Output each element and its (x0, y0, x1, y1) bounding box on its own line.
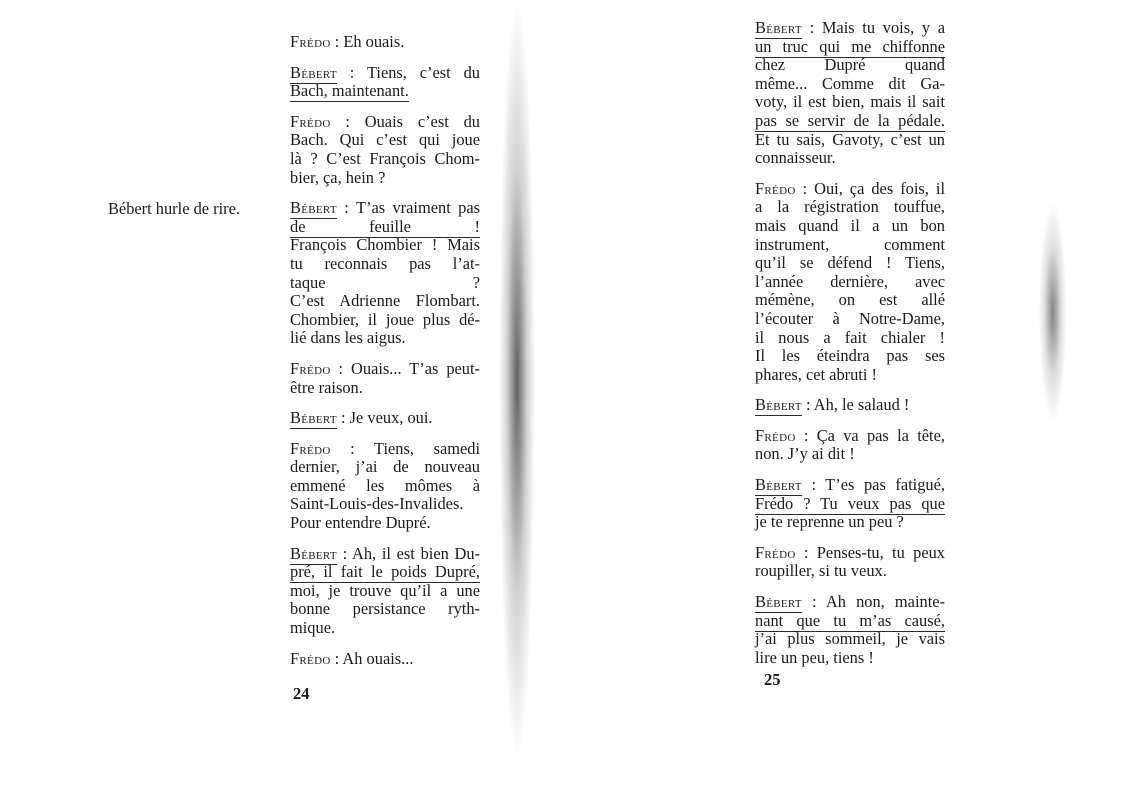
line-text: Il les éteindra pas ses (755, 346, 945, 366)
line-text: l’année dernière, avec (755, 271, 945, 291)
text-line (290, 477, 480, 496)
line-text: T’es pas fatigué, (825, 475, 945, 495)
text-line (290, 495, 480, 514)
text-line (290, 255, 480, 274)
line-text: Bach. Qui c’est qui joue (290, 130, 480, 150)
speaker-name: Bébert (290, 198, 337, 218)
line-text: pré, il fait le poids Dupré, (290, 562, 480, 582)
text-line (290, 545, 480, 564)
speaker-name: Frédo (755, 542, 796, 562)
text-line (290, 236, 480, 255)
text-line (290, 113, 480, 132)
text-line (290, 563, 480, 582)
line-text: tu reconnais pas l’at- (290, 253, 480, 273)
text-line (755, 180, 945, 199)
line-text: moi, je trouve qu’il a une (290, 580, 480, 600)
line-text: voty, il est bien, mais il sait (755, 92, 945, 112)
speaker-separator: : (795, 542, 817, 562)
text-line (290, 360, 480, 379)
line-text: Frédo ? Tu veux pas que (755, 493, 945, 513)
text-line (755, 329, 945, 348)
dialogue-paragraph (290, 33, 480, 52)
speaker-separator: : (795, 178, 815, 198)
left-page-text (290, 33, 480, 680)
text-line (290, 440, 480, 459)
speaker-separator: : (336, 408, 350, 428)
line-text: être raison. (290, 377, 363, 397)
text-line (755, 38, 945, 57)
line-text: Ah non, mainte- (825, 592, 945, 612)
line-text: bier, ça, hein ? (290, 167, 386, 187)
speaker-name: Bébert (290, 62, 337, 82)
text-line (755, 93, 945, 112)
text-line (755, 254, 945, 273)
text-line (755, 112, 945, 131)
text-line (755, 476, 945, 495)
text-line (290, 292, 480, 311)
text-line (755, 19, 945, 38)
text-line (755, 56, 945, 75)
text-line (290, 169, 480, 188)
line-text: Saint-Louis-des-Invalides. (290, 494, 464, 514)
text-line (755, 131, 945, 150)
speaker-name: Frédo (290, 438, 331, 458)
speaker-separator: : (801, 18, 822, 37)
line-text: même... Comme dit Ga- (755, 73, 945, 93)
line-text: Et tu sais, Gavoty, c’est un (755, 129, 945, 149)
line-text: là ? C’est François Chom- (290, 148, 480, 168)
text-line (290, 218, 480, 237)
text-line (290, 150, 480, 169)
text-line (755, 366, 945, 385)
line-text: Oui, ça des fois, il (814, 178, 946, 198)
text-line (290, 458, 480, 477)
line-text: Ça va pas la tête, (816, 425, 945, 445)
text-line (290, 311, 480, 330)
dialogue-paragraph (290, 113, 480, 187)
line-text: il nous a fait chialer ! (755, 327, 945, 347)
text-line (755, 630, 945, 649)
dialogue-paragraph (755, 427, 945, 464)
speaker-name: Bébert (755, 475, 802, 495)
speaker-separator: : (330, 648, 343, 668)
line-text: lire un peu, tiens ! (755, 647, 874, 667)
speaker-name: Bébert (290, 543, 337, 563)
text-line (755, 513, 945, 532)
text-line (755, 75, 945, 94)
line-text: Je veux, oui. (349, 408, 433, 428)
line-text: de feuille ! (290, 216, 480, 236)
speaker-name: Frédo (755, 178, 796, 198)
line-text: l’écouter à Notre-Dame, (755, 308, 945, 328)
speaker-separator: : (336, 198, 356, 218)
speaker-name: Frédo (290, 32, 331, 51)
line-text: nant que tu m’as causé, (755, 610, 945, 630)
line-text: emmené les mômes à (290, 475, 480, 495)
stage-direction: Bébert hurle de rire. (108, 199, 240, 218)
dialogue-paragraph (755, 476, 945, 532)
page-number-left: 24 (293, 684, 310, 703)
text-line (290, 82, 480, 101)
speaker-separator: : (330, 358, 352, 378)
page-number-right: 25 (764, 670, 781, 689)
dialogue-paragraph (755, 544, 945, 581)
line-text: roupiller, si tu veux. (755, 561, 887, 581)
line-text: mémène, on est allé (755, 290, 945, 310)
line-text: phares, cet abruti ! (755, 364, 877, 384)
text-line (290, 600, 480, 619)
text-line (755, 445, 945, 464)
text-line (290, 650, 480, 669)
line-text: non. J’y ai dit ! (755, 444, 855, 464)
speaker-name: Bébert (755, 395, 802, 415)
dialogue-paragraph (290, 650, 480, 669)
line-text: mais quand il a un bon (755, 215, 945, 235)
speaker-name: Frédo (755, 425, 796, 445)
speaker-separator: : (336, 62, 367, 82)
dialogue-paragraph (755, 593, 945, 667)
text-line (755, 236, 945, 255)
line-text: Ouais c’est du (364, 111, 480, 131)
line-text: Penses-tu, tu peux (816, 542, 946, 562)
speaker-separator: : (336, 543, 352, 563)
speaker-separator: : (330, 32, 344, 51)
dialogue-paragraph (290, 199, 480, 348)
text-line (755, 562, 945, 581)
speaker-separator: : (330, 438, 375, 458)
text-line (755, 612, 945, 631)
line-text: qu’il se défend ! Tiens, (755, 253, 945, 273)
dialogue-paragraph (755, 396, 945, 415)
line-text: j’ai plus sommeil, je vais (755, 629, 945, 649)
text-line (755, 544, 945, 563)
line-text: Ouais... T’as peut- (351, 358, 481, 378)
line-text: un truc qui me chiffonne (755, 36, 945, 56)
text-line (290, 582, 480, 601)
line-text: François Chombier ! Mais (290, 235, 480, 255)
speaker-name: Bébert (755, 592, 802, 612)
dialogue-paragraph (755, 180, 945, 385)
line-text: pas se servir de la pédale. (755, 110, 945, 130)
line-text: mique. (290, 618, 336, 638)
dialogue-paragraph (290, 64, 480, 101)
dialogue-paragraph (290, 440, 480, 533)
speaker-separator: : (801, 395, 814, 415)
dialogue-paragraph (290, 360, 480, 397)
text-line (290, 409, 480, 428)
line-text: Pour entendre Dupré. (290, 513, 431, 533)
text-line (755, 310, 945, 329)
line-text: chez Dupré quand (755, 55, 945, 75)
line-text: C’est Adrienne Flombart. (290, 291, 480, 311)
right-page-text (755, 19, 945, 679)
line-text: Ah ouais... (342, 648, 414, 668)
text-line (290, 274, 480, 293)
speaker-separator: : (801, 475, 826, 495)
text-line (755, 217, 945, 236)
text-line (290, 514, 480, 533)
speaker-name: Frédo (290, 358, 331, 378)
text-line (290, 131, 480, 150)
line-text: dernier, j’ai de nouveau (290, 457, 480, 477)
speaker-separator: : (795, 425, 817, 445)
dialogue-paragraph (755, 19, 945, 168)
text-line (755, 427, 945, 446)
text-line (290, 379, 480, 398)
line-text: Eh ouais. (343, 32, 405, 51)
line-text: Bach, maintenant. (290, 81, 409, 101)
book-gutter-shadow (486, 0, 548, 760)
line-text: connaisseur. (755, 148, 836, 168)
text-line (755, 396, 945, 415)
speaker-separator: : (801, 592, 826, 612)
text-line (290, 33, 480, 52)
text-line (755, 291, 945, 310)
line-text: taque ? (290, 272, 480, 292)
text-line (290, 64, 480, 83)
text-line (755, 495, 945, 514)
speaker-name: Bébert (755, 18, 802, 37)
line-text: je te reprenne un peu ? (755, 512, 904, 532)
text-line (290, 329, 480, 348)
page-smudge (1030, 195, 1068, 430)
speaker-separator: : (330, 111, 365, 131)
line-text: Tiens, c’est du (366, 62, 481, 82)
text-line (755, 149, 945, 168)
text-line (755, 593, 945, 612)
text-line (290, 199, 480, 218)
speaker-name: Frédo (290, 648, 331, 668)
dialogue-paragraph (290, 545, 480, 638)
speaker-name: Bébert (290, 408, 337, 428)
line-text: a la régistration touffue, (755, 197, 945, 217)
text-line (755, 273, 945, 292)
line-text: T’as vraiment pas (355, 198, 480, 218)
line-text: Mais tu vois, y a (821, 18, 946, 37)
line-text: Ah, le salaud ! (813, 395, 910, 415)
dialogue-paragraph (290, 409, 480, 428)
text-line (755, 198, 945, 217)
line-text: lié dans les aigus. (290, 328, 406, 348)
text-line (755, 649, 945, 668)
line-text: Ah, il est bien Du- (351, 543, 480, 563)
speaker-name: Frédo (290, 111, 331, 131)
text-line (755, 347, 945, 366)
line-text: bonne persistance ryth- (290, 599, 480, 619)
line-text: Chombier, il joue plus dé- (290, 309, 480, 329)
line-text: Tiens, samedi (374, 438, 480, 458)
text-line (290, 619, 480, 638)
line-text: instrument, comment (755, 234, 945, 254)
